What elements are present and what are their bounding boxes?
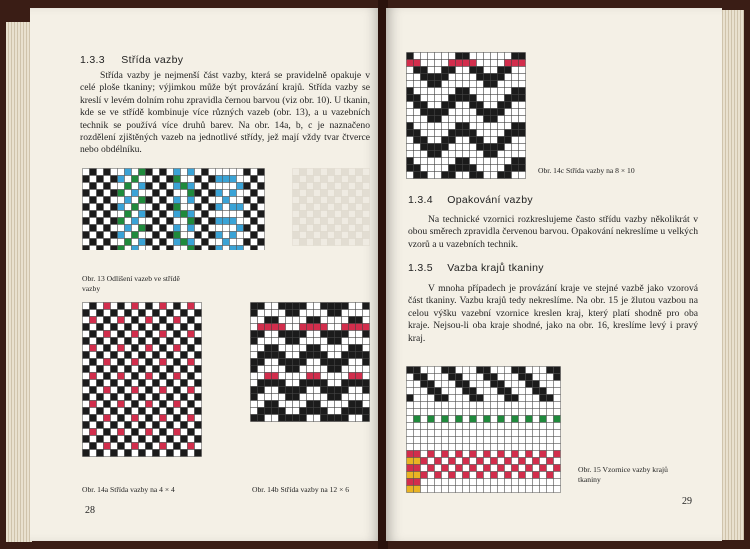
figure-14b-weave-diagram [250, 302, 370, 422]
section-paragraph: Střída vazby je nejmenší část vazby, která se pravidelně opakuje v celé ploše tkaniny; výjimkou může být provázání krajů. Střída vazby se kreslí v levém dolním rohu zpravidla černou barvou (viz obr. 10). U tkanin, kde se ve střídě kombinuje více různých vazeb (obr. 13), a u vazebních technik se používá více druhů barev. Na obr. 14a, b, c je naznačeno rozdělení zjištěných vazeb na jednotlivé střídy, jež mají vždy tvar čtverce nebo obdélníku. [80, 70, 370, 156]
left-page-edges [6, 22, 32, 542]
left-page [30, 8, 380, 541]
figure-13-ghost-grid [293, 169, 370, 246]
figure-14c-caption: Obr. 14c Střída vazby na 8 × 10 [538, 166, 635, 175]
figure-14a-caption: Obr. 14a Střída vazby na 4 × 4 [82, 485, 175, 494]
figure-13-show-through [292, 168, 374, 250]
figure-15-caption: Obr. 15 Vzornice vazby krajů tkaniny [578, 465, 668, 484]
figure-15-grid [407, 367, 561, 493]
figure-13-grid [83, 169, 265, 251]
right-page [386, 8, 722, 541]
section-title: Střída vazby [121, 54, 184, 66]
figure-14a-grid [83, 303, 202, 457]
figure-15-weave-diagram [406, 366, 566, 496]
right-page-edges [720, 10, 744, 540]
figure-14c-weave-diagram [406, 52, 530, 184]
section-paragraph: V mnoha případech je provázání kraje ve stejné vazbě jako vzorová část tkaniny. Vazbu krajů tedy nekreslíme. Na obr. 15 je žlutou vazbou na celou výšku vazební vzornice kreslen kraj, který platí shodně pro oba kraje. Nejsou-li oba kraje shodné, jako na obr. 16, kreslíme levý i pravý kraj. [408, 283, 698, 344]
section-number: 1.3.5 [408, 262, 433, 274]
page-number: 29 [682, 496, 692, 507]
section-number: 1.3.3 [80, 54, 105, 66]
figure-13-caption: Obr. 13 Odlišení vazeb ve střídě vazby [82, 274, 180, 293]
section-paragraph: Na technické vzornici rozkreslujeme často střídu vazby několikrát v obou směrech zpravidla červenou barvou. Opakování nekreslíme u velkých vzorů a u vazebních technik. [408, 214, 698, 250]
section-heading-1-3-4 [408, 194, 533, 206]
section-title: Vazba krajů tkaniny [447, 262, 544, 274]
section-heading-1-3-3 [80, 54, 183, 66]
section-heading-1-3-5 [408, 262, 544, 274]
figure-14a-weave-diagram [82, 302, 204, 462]
section-title: Opakování vazby [447, 194, 533, 206]
section-number: 1.3.4 [408, 194, 433, 206]
page-number: 28 [85, 505, 95, 516]
figure-14b-caption: Obr. 14b Střída vazby na 12 × 6 [252, 485, 350, 494]
figure-14c-grid [407, 53, 526, 179]
figure-14b-grid [251, 303, 370, 422]
figure-13-weave-diagram [82, 168, 266, 250]
